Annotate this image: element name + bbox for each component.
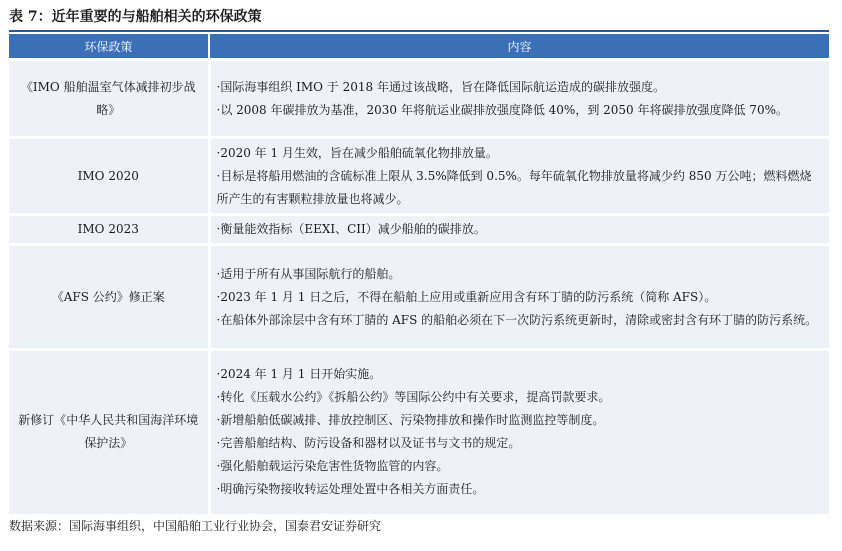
content-cell [209,215,829,245]
policy-cell: 《IMO 船舶温室气体减排初步战略》 [9,60,209,138]
content-bullet: ·完善船舶结构、防污设备和器材以及证书与文书的规定。 [216,436,521,451]
content-bullet: ·国际海事组织 IMO 于 2018 年通过该战略，旨在降低国际航运造成的碳排放强度。 [216,79,665,94]
content-cell [209,245,829,350]
content-bullet: ·目标是将船用燃油的含硫标准上限从 3.5%降低到 0.5%。每年硫氧化物排放量将减少约 850 万公吨；燃料燃烧所产生的有害颗粒排放量也将减少。 [216,168,812,206]
table-row [9,215,829,245]
policy-table [9,34,829,514]
policy-cell: 《AFS 公约》修正案 [9,245,209,350]
table-row [9,350,829,514]
content-bullet: ·衡量能效指标（EEXI、CII）减少船舶的碳排放。 [216,222,486,236]
content-bullet: ·转化《压载水公约》《拆船公约》等国际公约中有关要求，提高罚款要求。 [216,390,611,405]
column-header-policy: 环保政策 [9,34,209,60]
content-bullet: ·2023 年 1 月 1 日之后，不得在船舶上应用或重新应用含有环丁腈的防污系统（简称 AFS）。 [216,289,717,304]
policy-cell: 新修订《中华人民共和国海洋环境保护法》 [9,350,209,514]
table-header-row [9,34,829,60]
content-bullet: ·2024 年 1 月 1 日开始实施。 [216,367,382,382]
content-bullet: ·2020 年 1 月生效，旨在减少船舶硫氧化物排放量。 [216,145,498,160]
content-bullet: ·适用于所有从事国际航行的船舶。 [216,266,401,281]
content-bullet: ·以 2008 年碳排放为基准，2030 年将航运业碳排放强度降低 40%，到 2050 年将碳排放强度降低 70%。 [216,102,788,117]
content-bullet: ·明确污染物接收转运处理处置中各相关方面责任。 [216,482,485,497]
content-cell [209,350,829,514]
table-row [9,60,829,138]
policy-cell: IMO 2020 [9,138,209,215]
source-note: 数据来源：国际海事组织，中国船舶工业行业协会，国泰君安证券研究 [9,519,382,533]
content-bullet: ·强化船舶载运污染危害性货物监管的内容。 [216,459,449,474]
table-title: 表 7：近年重要的与船舶相关的环保政策 [9,9,262,25]
content-cell [209,60,829,138]
title-divider [9,30,829,32]
table-row [9,245,829,350]
table-row [9,138,829,215]
content-bullet: ·在船体外部涂层中含有环丁腈的 AFS 的船舶必须在下一次防污系统更新时，清除或密封含有环丁腈的防污系统。 [216,312,818,327]
content-bullet: ·新增船舶低碳减排、排放控制区、污染物排放和操作时监测监控等制度。 [216,413,605,428]
column-header-content: 内容 [209,34,829,60]
policy-cell: IMO 2023 [9,215,209,245]
content-cell [209,138,829,215]
